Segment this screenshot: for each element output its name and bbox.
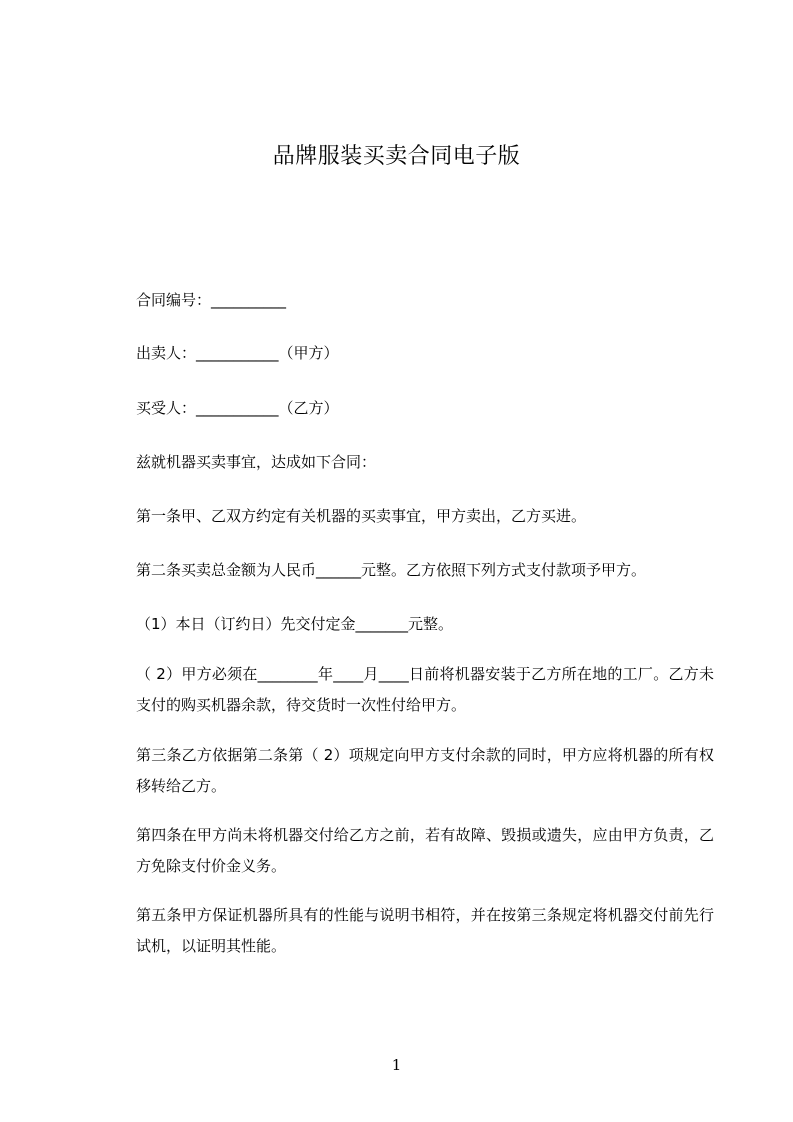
article-5: 第五条甲方保证机器所具有的性能与说明书相符，并在按第三条规定将机器交付前先行试机，以证明其性能。 [136, 906, 714, 955]
buyer-line: 买受人：___________（乙方） [136, 399, 339, 417]
document-title: 品牌服装买卖合同电子版 [272, 144, 521, 169]
article-2: 第二条买卖总金额为人民币______元整。乙方依照下列方式支付款项予甲方。 [136, 561, 647, 579]
article-1: 第一条甲、乙双方约定有关机器的买卖事宜，甲方卖出，乙方买进。 [136, 507, 587, 525]
article-3: 第三条乙方依据第二条第（ 2）项规定向甲方支付余款的同时，甲方应将机器的所有权移转给乙方。 [136, 746, 714, 795]
article-4: 第四条在甲方尚未将机器交付给乙方之前，若有故障、毁损或遗失，应由甲方负责，乙方免除支付价金义务。 [136, 826, 714, 875]
seller-line: 出卖人：___________（甲方） [136, 344, 339, 362]
page-number: 1 [391, 1056, 402, 1074]
article-2-item-2: （ 2）甲方必须在________年____月____日前将机器安装于乙方所在地的工厂。乙方未支付的购买机器余款，待交货时一次性付给甲方。 [136, 665, 714, 714]
contract-number-line: 合同编号：__________ [136, 291, 287, 309]
article-2-item-1: （1）本日（订约日）先交付定金_______元整。 [136, 615, 454, 633]
intro-line: 兹就机器买卖事宜，达成如下合同： [136, 453, 377, 471]
